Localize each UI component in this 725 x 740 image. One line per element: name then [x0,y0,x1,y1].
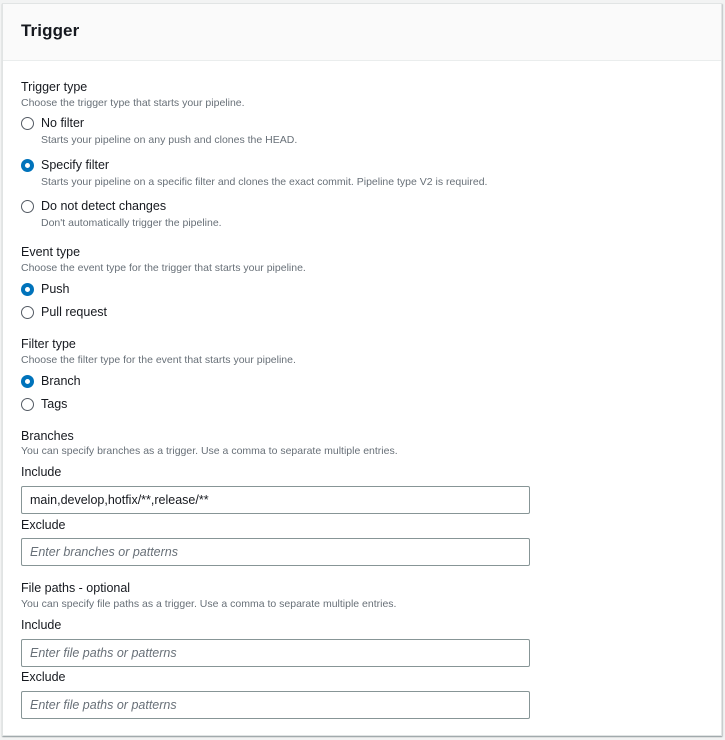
card-title: Trigger [21,21,80,40]
trigger-type-label: Trigger type [21,80,88,94]
file-paths-exclude-input[interactable] [21,691,530,719]
radio-option-push[interactable] [21,281,70,297]
event-type-label: Event type [21,245,81,259]
radio-do-not-detect[interactable] [21,200,34,213]
radio-description: Starts your pipeline on any push and clones the HEAD. [41,134,298,146]
radio-option-tags[interactable] [21,396,67,412]
radio-label: Do not detect changes [41,199,167,213]
radio-label: Tags [41,397,68,411]
branches-exclude-input[interactable] [21,538,530,566]
radio-push[interactable] [21,283,34,296]
radio-option-do-not-detect[interactable] [21,198,222,230]
radio-label: Branch [41,374,81,388]
filter-type-description: Choose the filter type for the event that starts your pipeline. [21,354,296,366]
radio-label: Specify filter [41,158,110,172]
filter-type-label: Filter type [21,337,76,351]
radio-option-specify-filter[interactable] [21,157,487,189]
radio-pull-request[interactable] [21,306,34,319]
radio-option-pull-request[interactable] [21,304,107,320]
radio-option-branch[interactable] [21,373,81,389]
radio-label: Push [41,282,70,296]
branches-include-label: Include [21,465,62,479]
file-paths-include-label: Include [21,618,62,632]
file-paths-description: You can specify file paths as a trigger. Use a comma to separate multiple entries. [21,598,397,610]
radio-branch[interactable] [21,375,34,388]
radio-specify-filter[interactable] [21,159,34,172]
branches-include-input[interactable] [21,486,530,514]
file-paths-label: File paths - optional [21,581,131,595]
radio-label: No filter [41,116,85,130]
branches-exclude-label: Exclude [21,518,66,532]
trigger-type-description: Choose the trigger type that starts your pipeline. [21,97,245,109]
event-type-description: Choose the event type for the trigger that starts your pipeline. [21,262,306,274]
branches-label: Branches [21,429,74,443]
file-paths-exclude-label: Exclude [21,670,66,684]
radio-description: Starts your pipeline on a specific filter and clones the exact commit. Pipeline type V2 is required. [41,176,488,188]
trigger-card [2,3,722,736]
card-header [3,4,721,61]
radio-description: Don't automatically trigger the pipeline. [41,217,222,229]
file-paths-include-input[interactable] [21,639,530,667]
radio-label: Pull request [41,305,108,319]
branches-description: You can specify branches as a trigger. Use a comma to separate multiple entries. [21,445,398,457]
radio-option-no-filter[interactable] [21,115,297,147]
radio-no-filter[interactable] [21,117,34,130]
radio-tags[interactable] [21,398,34,411]
